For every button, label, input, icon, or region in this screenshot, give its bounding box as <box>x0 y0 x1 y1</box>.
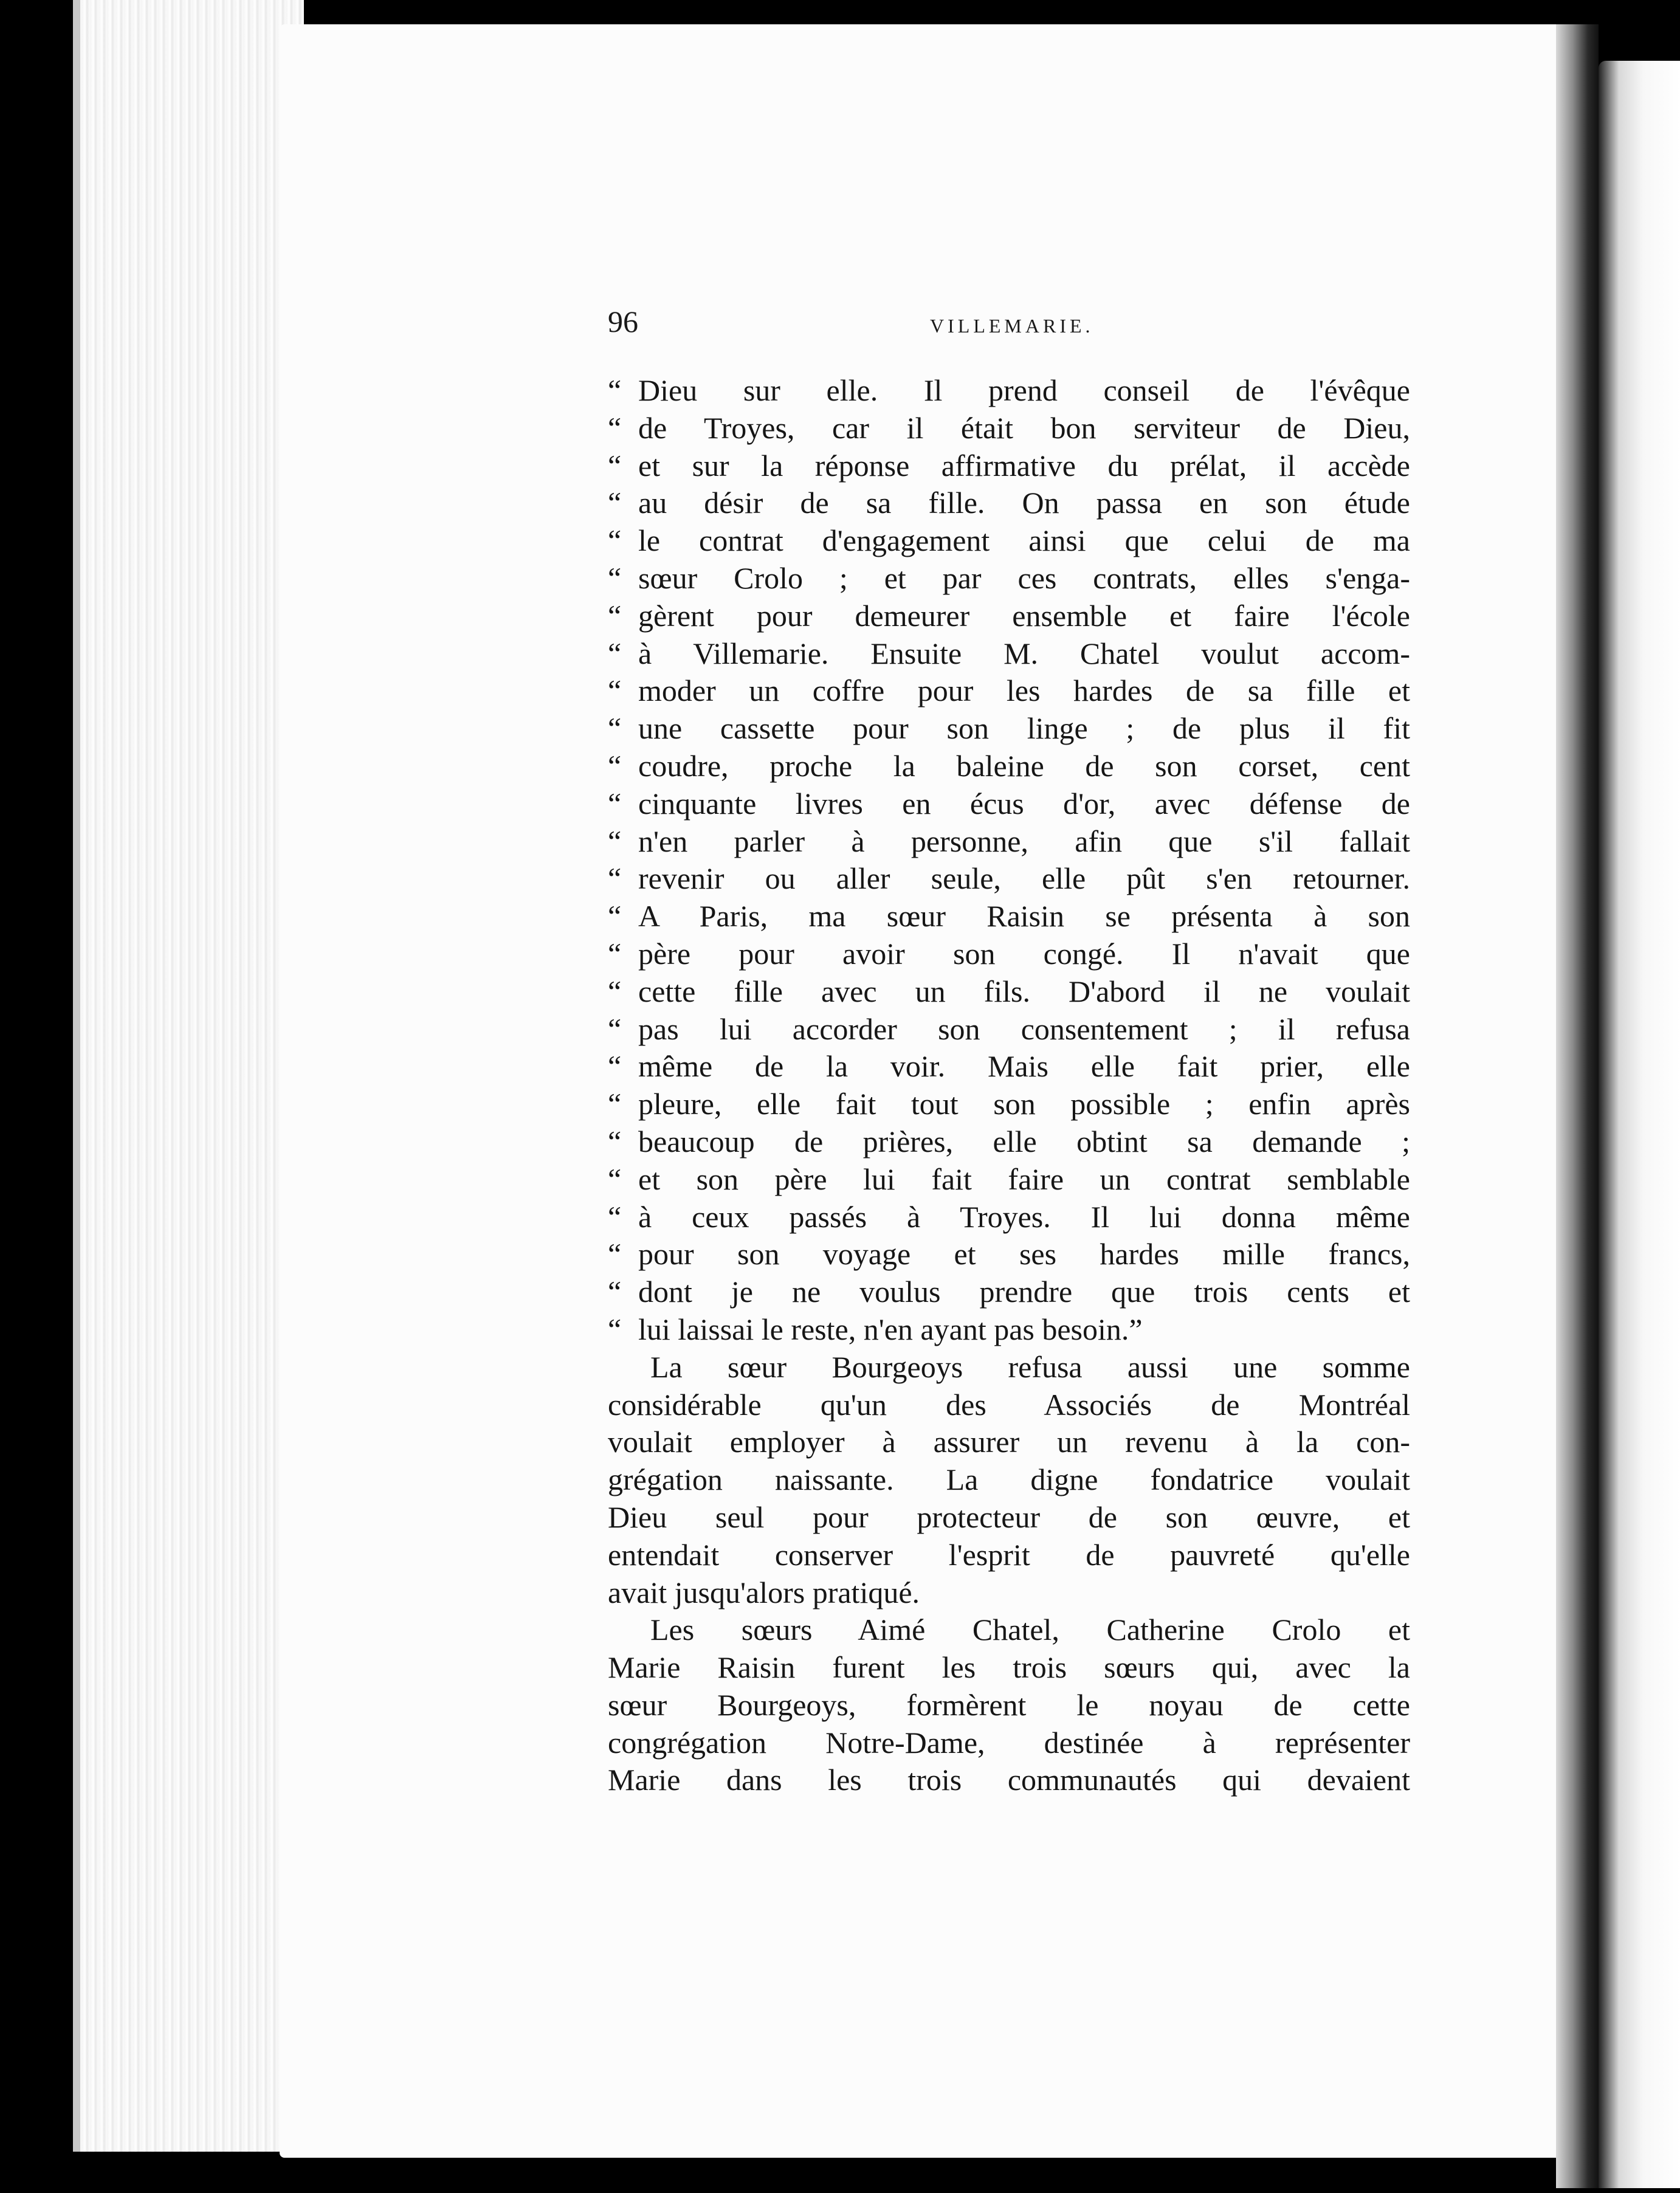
quoted-line <box>608 484 1410 522</box>
quoted-line-text: au désir de sa fille. On passa en son étude <box>638 486 1410 520</box>
paragraph-1-line-text: voulait employer à assurer un revenu à la con- <box>608 1425 1410 1459</box>
quoted-line <box>608 1161 1410 1199</box>
quote-mark: “ <box>608 936 622 971</box>
quoted-line-text: à ceux passés à Troyes. Il lui donna même <box>638 1199 1410 1234</box>
quoted-line <box>608 635 1410 673</box>
paragraph-1-line <box>608 1349 1410 1386</box>
quoted-line <box>608 410 1410 447</box>
quoted-line <box>608 1273 1410 1311</box>
quoted-line <box>608 823 1410 861</box>
quoted-line-text: à Villemarie. Ensuite M. Chatel voulut accom- <box>638 636 1410 670</box>
quote-mark: “ <box>608 523 622 558</box>
quoted-line <box>608 372 1410 410</box>
quoted-line <box>608 1123 1410 1161</box>
quote-mark: “ <box>608 410 622 445</box>
quoted-line <box>608 597 1410 635</box>
paragraph-2-line <box>608 1687 1410 1724</box>
paragraph-1-line-text: entendait conserver l'esprit de pauvreté qu'elle <box>608 1537 1410 1572</box>
quote-mark: “ <box>608 673 622 708</box>
paragraph-1-line-text: La sœur Bourgeoys refusa aussi une somme <box>650 1349 1410 1384</box>
quoted-line <box>608 1011 1410 1048</box>
paragraph-2-line-text: congrégation Notre-Dame, destinée à représenter <box>608 1725 1410 1760</box>
quoted-line-text: le contrat d'engagement ainsi que celui de ma <box>638 523 1410 558</box>
paragraph-1-line-text: grégation naissante. La digne fondatrice voulait <box>608 1462 1410 1497</box>
quote-mark: “ <box>608 1162 622 1196</box>
quoted-line <box>608 560 1410 597</box>
page-stack-shadow <box>73 0 80 2152</box>
paragraph-2-line <box>608 1611 1410 1649</box>
paragraph-1-line <box>608 1461 1410 1499</box>
quote-mark: “ <box>608 824 622 858</box>
quoted-line-text: beaucoup de prières, elle obtint sa demande ; <box>638 1124 1410 1158</box>
quoted-line <box>608 1236 1410 1273</box>
quoted-line <box>608 447 1410 485</box>
quoted-line-text: Dieu sur elle. Il prend conseil de l'évêque <box>638 373 1410 407</box>
quoted-line <box>608 522 1410 560</box>
quoted-line-text: n'en parler à personne, afin que s'il fallait <box>638 824 1410 858</box>
quote-mark: “ <box>608 899 622 934</box>
quote-mark: “ <box>608 636 622 670</box>
quote-mark: “ <box>608 974 622 1008</box>
quoted-line <box>608 898 1410 935</box>
quote-mark: “ <box>608 748 622 783</box>
quoted-line-text: moder un coffre pour les hardes de sa fille et <box>638 673 1410 708</box>
paragraph-2-line-text: Marie Raisin furent les trois sœurs qui, avec la <box>608 1650 1410 1685</box>
paragraph-1-line <box>608 1424 1410 1461</box>
quote-mark: “ <box>608 711 622 746</box>
quote-mark: “ <box>608 486 622 520</box>
paragraph-2-line <box>608 1649 1410 1687</box>
quote-mark: “ <box>608 1312 622 1346</box>
quoted-line-text: père pour avoir son congé. Il n'avait que <box>638 936 1410 971</box>
quote-mark: “ <box>608 861 622 896</box>
quoted-line <box>608 973 1410 1011</box>
quote-mark: “ <box>608 373 622 407</box>
quoted-line <box>608 1048 1410 1086</box>
quoted-line <box>608 710 1410 748</box>
quoted-line <box>608 935 1410 973</box>
binding-gutter <box>1556 24 1599 2188</box>
quoted-line-text: et son père lui fait faire un contrat semblable <box>638 1162 1410 1196</box>
paragraph-1-line-text: considérable qu'un des Associés de Montréal <box>608 1387 1410 1422</box>
quoted-line <box>608 748 1410 785</box>
quoted-line-text: même de la voir. Mais elle fait prier, elle <box>638 1049 1410 1084</box>
quoted-line-text: revenir ou aller seule, elle pût s'en retourner. <box>638 861 1410 896</box>
paragraph-1-line <box>608 1574 1410 1612</box>
quote-mark: “ <box>608 1124 622 1158</box>
paragraph-1-line <box>608 1386 1410 1424</box>
quoted-line-text: cinquante livres en écus d'or, avec défense de <box>638 786 1410 821</box>
running-head <box>608 304 1410 346</box>
paragraph-2-line-text: sœur Bourgeoys, formèrent le noyau de cette <box>608 1687 1410 1722</box>
page-number: 96 <box>608 305 638 339</box>
quote-mark: “ <box>608 1237 622 1272</box>
paragraph-2-line-text: Marie dans les trois communautés qui devaient <box>608 1763 1410 1797</box>
page-stack-edges <box>73 0 304 2152</box>
quoted-line-text: gèrent pour demeurer ensemble et faire l'école <box>638 598 1410 633</box>
paragraph-1-line <box>608 1537 1410 1574</box>
paragraph-1-line <box>608 1499 1410 1537</box>
quote-mark: “ <box>608 1011 622 1046</box>
quoted-line-text: lui laissai le reste, n'en ayant pas besoin.” <box>638 1312 1143 1346</box>
paragraph-2-line <box>608 1724 1410 1762</box>
quoted-line-text: dont je ne voulus prendre que trois cents et <box>638 1275 1410 1309</box>
quote-mark: “ <box>608 1199 622 1234</box>
quoted-line-text: pleure, elle fait tout son possible ; enfin après <box>638 1087 1410 1121</box>
quote-mark: “ <box>608 1087 622 1121</box>
quoted-line-text: pour son voyage et ses hardes mille francs, <box>638 1237 1410 1272</box>
facing-page-edge <box>1599 61 1680 2188</box>
quote-mark: “ <box>608 1275 622 1309</box>
quoted-line <box>608 860 1410 898</box>
quoted-line <box>608 1086 1410 1123</box>
paragraph-2-line-text: Les sœurs Aimé Chatel, Catherine Crolo et <box>650 1613 1410 1647</box>
quote-mark: “ <box>608 448 622 483</box>
quote-mark: “ <box>608 560 622 595</box>
quoted-line <box>608 785 1410 823</box>
paragraph-1-line-text: avait jusqu'alors pratiqué. <box>608 1575 920 1609</box>
quoted-line-text: pas lui accorder son consentement ; il refusa <box>638 1011 1410 1046</box>
paragraph-2-line <box>608 1761 1410 1799</box>
quoted-line-text: une cassette pour son linge ; de plus il fit <box>638 711 1410 746</box>
quote-mark: “ <box>608 1049 622 1084</box>
quoted-line-text: sœur Crolo ; et par ces contrats, elles s'enga- <box>638 560 1410 595</box>
quoted-line-text: A Paris, ma sœur Raisin se présenta à son <box>638 899 1410 934</box>
quoted-line-text: de Troyes, car il était bon serviteur de Dieu, <box>638 410 1410 445</box>
paragraph-1-line-text: Dieu seul pour protecteur de son œuvre, et <box>608 1499 1410 1534</box>
quoted-line-text: cette fille avec un fils. D'abord il ne voulait <box>638 974 1410 1008</box>
quoted-line-text: coudre, proche la baleine de son corset, cent <box>638 748 1410 783</box>
quote-mark: “ <box>608 598 622 633</box>
quoted-line-text: et sur la réponse affirmative du prélat, il accède <box>638 448 1410 483</box>
quote-mark: “ <box>608 786 622 821</box>
text-body <box>608 372 1410 1799</box>
quoted-line <box>608 672 1410 710</box>
quoted-line <box>608 1311 1410 1349</box>
quoted-line <box>608 1199 1410 1236</box>
running-title: VILLEMARIE. <box>930 315 1094 337</box>
